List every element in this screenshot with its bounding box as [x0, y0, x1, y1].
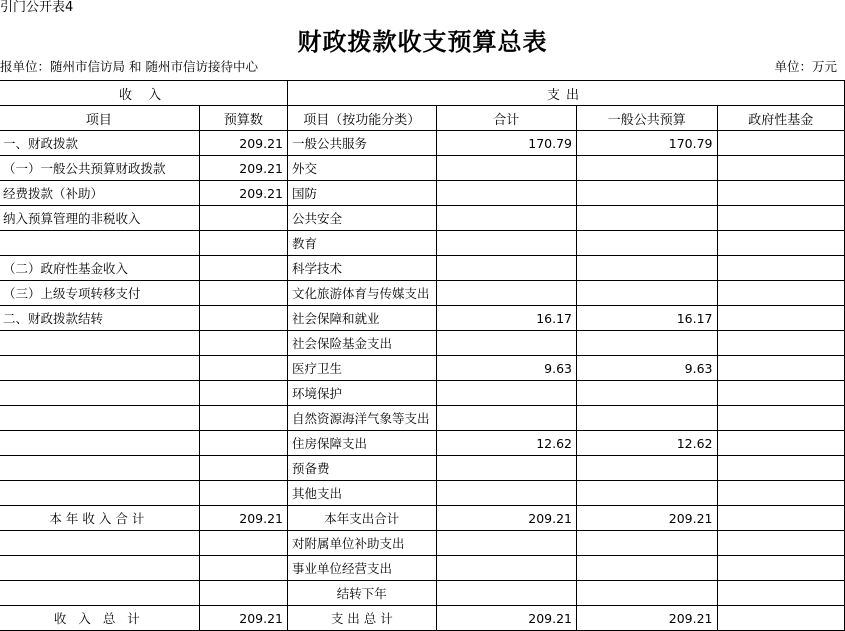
table-header: [0, 81, 845, 131]
cell-expenditure-total: [436, 256, 576, 281]
cell-income-budget: 209.21: [199, 131, 287, 156]
cell-income-item: [0, 556, 199, 581]
cell-expenditure-item: 社会保险基金支出: [288, 331, 437, 356]
cell-expenditure-general-budget: [577, 231, 717, 256]
cell-income-item: （一）一般公共预算财政拨款: [0, 156, 199, 181]
cell-expenditure-government-fund: [717, 431, 845, 456]
cell-expenditure-item: 教育: [288, 231, 437, 256]
table-row: [0, 306, 845, 331]
table-row: [0, 281, 845, 306]
cell-expenditure-item: 预备费: [288, 456, 437, 481]
cell-expenditure-total: 209.21: [436, 506, 576, 531]
table-row: [0, 531, 845, 556]
cell-expenditure-total: [436, 456, 576, 481]
cell-income-item: [0, 231, 199, 256]
cell-expenditure-general-budget: 9.63: [577, 356, 717, 381]
cell-expenditure-total: [436, 156, 576, 181]
cell-expenditure-government-fund: [717, 581, 845, 606]
cell-income-item: 本年收入合计: [0, 506, 199, 531]
cell-income-item: [0, 356, 199, 381]
cell-expenditure-government-fund: [717, 606, 845, 631]
cell-income-budget: [199, 456, 287, 481]
table-row: [0, 481, 845, 506]
col-exp-item: 项目（按功能分类）: [288, 106, 437, 131]
cell-expenditure-government-fund: [717, 531, 845, 556]
cell-expenditure-total: 209.21: [436, 606, 576, 631]
cell-expenditure-item: 一般公共服务: [288, 131, 437, 156]
cell-expenditure-total: [436, 406, 576, 431]
cell-expenditure-government-fund: [717, 306, 845, 331]
table-row: [0, 256, 845, 281]
cell-expenditure-item: 国防: [288, 181, 437, 206]
cell-expenditure-government-fund: [717, 356, 845, 381]
cell-income-item: 二、财政拨款结转: [0, 306, 199, 331]
cell-income-budget: [199, 481, 287, 506]
cell-expenditure-government-fund: [717, 556, 845, 581]
table-row: [0, 206, 845, 231]
cell-income-budget: [199, 231, 287, 256]
cell-expenditure-total: [436, 581, 576, 606]
cell-expenditure-general-budget: [577, 581, 717, 606]
unit-of-measure-label: 单位：万元: [774, 59, 837, 74]
cell-income-budget: [199, 431, 287, 456]
cell-expenditure-government-fund: [717, 231, 845, 256]
cell-expenditure-item: 社会保障和就业: [288, 306, 437, 331]
table-row: [0, 181, 845, 206]
cell-expenditure-general-budget: [577, 281, 717, 306]
cell-expenditure-general-budget: 209.21: [577, 606, 717, 631]
cell-income-budget: [199, 306, 287, 331]
cell-expenditure-general-budget: [577, 381, 717, 406]
cell-income-budget: [199, 531, 287, 556]
cell-expenditure-general-budget: [577, 206, 717, 231]
form-code-label: 引门公开表4: [0, 0, 74, 15]
cell-income-item: [0, 406, 199, 431]
cell-expenditure-government-fund: [717, 281, 845, 306]
table-row: [0, 356, 845, 381]
cell-expenditure-item: 结转下年: [288, 581, 437, 606]
cell-expenditure-total: [436, 281, 576, 306]
cell-expenditure-government-fund: [717, 331, 845, 356]
table-row: [0, 331, 845, 356]
cell-income-item: [0, 581, 199, 606]
cell-expenditure-total: 12.62: [436, 431, 576, 456]
cell-income-item: 一、财政拨款: [0, 131, 199, 156]
cell-expenditure-item: 医疗卫生: [288, 356, 437, 381]
table-row: [0, 606, 845, 631]
table-row: [0, 581, 845, 606]
cell-expenditure-total: 170.79: [436, 131, 576, 156]
cell-expenditure-general-budget: [577, 256, 717, 281]
cell-income-item: 收 入 总 计: [0, 606, 199, 631]
table-row: [0, 456, 845, 481]
table-row: [0, 381, 845, 406]
cell-expenditure-item: 支 出 总 计: [288, 606, 437, 631]
cell-expenditure-government-fund: [717, 156, 845, 181]
cell-expenditure-item: 科学技术: [288, 256, 437, 281]
cell-expenditure-item: 住房保障支出: [288, 431, 437, 456]
cell-expenditure-government-fund: [717, 506, 845, 531]
cell-expenditure-total: [436, 181, 576, 206]
col-exp-general: 一般公共预算: [577, 106, 717, 131]
meta-row: [0, 57, 845, 73]
cell-income-budget: [199, 556, 287, 581]
cell-income-budget: [199, 406, 287, 431]
cell-income-item: 纳入预算管理的非税收入: [0, 206, 199, 231]
cell-income-item: [0, 431, 199, 456]
page-title: 财政拨款收支预算总表: [297, 28, 548, 56]
cell-income-budget: [199, 206, 287, 231]
cell-income-budget: 209.21: [199, 156, 287, 181]
cell-income-budget: [199, 256, 287, 281]
cell-expenditure-total: [436, 556, 576, 581]
cell-income-budget: 209.21: [199, 506, 287, 531]
cell-expenditure-item: 对附属单位补助支出: [288, 531, 437, 556]
cell-expenditure-general-budget: [577, 406, 717, 431]
col-income-budget: 预算数: [199, 106, 287, 131]
cell-expenditure-general-budget: 16.17: [577, 306, 717, 331]
cell-expenditure-total: 9.63: [436, 356, 576, 381]
cell-income-item: [0, 481, 199, 506]
cell-expenditure-total: [436, 331, 576, 356]
cell-expenditure-general-budget: [577, 156, 717, 181]
cell-income-item: （三）上级专项转移支付: [0, 281, 199, 306]
income-group-header: 收 入: [0, 81, 288, 106]
cell-expenditure-item: 环境保护: [288, 381, 437, 406]
cell-income-item: [0, 331, 199, 356]
expenditure-group-header: 支出: [288, 81, 845, 106]
cell-income-budget: [199, 331, 287, 356]
cell-income-item: [0, 531, 199, 556]
cell-expenditure-item: 自然资源海洋气象等支出: [288, 406, 437, 431]
cell-expenditure-general-budget: [577, 331, 717, 356]
col-exp-total: 合计: [436, 106, 576, 131]
cell-expenditure-general-budget: [577, 456, 717, 481]
cell-income-budget: [199, 281, 287, 306]
table-row: [0, 131, 845, 156]
table-row: [0, 506, 845, 531]
table-row: [0, 556, 845, 581]
budget-table: [0, 80, 845, 631]
cell-expenditure-item: 文化旅游体育与传媒支出: [288, 281, 437, 306]
cell-expenditure-government-fund: [717, 256, 845, 281]
cell-expenditure-general-budget: 170.79: [577, 131, 717, 156]
cell-expenditure-total: [436, 231, 576, 256]
cell-expenditure-item: 其他支出: [288, 481, 437, 506]
cell-income-item: 经费拨款（补助）: [0, 181, 199, 206]
cell-expenditure-total: [436, 206, 576, 231]
cell-expenditure-total: [436, 381, 576, 406]
cell-expenditure-general-budget: [577, 481, 717, 506]
cell-expenditure-general-budget: 12.62: [577, 431, 717, 456]
table-row: [0, 431, 845, 456]
cell-expenditure-item: 本年支出合计: [288, 506, 437, 531]
col-income-item: 项目: [0, 106, 199, 131]
cell-expenditure-general-budget: [577, 556, 717, 581]
table-group-header-row: [0, 81, 845, 106]
cell-expenditure-total: [436, 531, 576, 556]
cell-expenditure-general-budget: [577, 531, 717, 556]
cell-expenditure-government-fund: [717, 481, 845, 506]
cell-expenditure-government-fund: [717, 456, 845, 481]
cell-expenditure-total: [436, 481, 576, 506]
cell-expenditure-item: 外交: [288, 156, 437, 181]
cell-expenditure-item: 公共安全: [288, 206, 437, 231]
col-exp-fund: 政府性基金: [717, 106, 845, 131]
cell-expenditure-general-budget: [577, 181, 717, 206]
table-row: [0, 156, 845, 181]
table-row: [0, 406, 845, 431]
cell-expenditure-item: 事业单位经营支出: [288, 556, 437, 581]
table-column-header-row: [0, 106, 845, 131]
cell-expenditure-total: 16.17: [436, 306, 576, 331]
cell-expenditure-government-fund: [717, 131, 845, 156]
cell-expenditure-government-fund: [717, 406, 845, 431]
cell-income-budget: [199, 581, 287, 606]
reporting-unit-label: 报单位：随州市信访局 和 随州市信访接待中心: [0, 59, 258, 74]
cell-expenditure-government-fund: [717, 381, 845, 406]
cell-income-budget: 209.21: [199, 181, 287, 206]
cell-income-item: [0, 456, 199, 481]
cell-income-item: [0, 381, 199, 406]
cell-expenditure-government-fund: [717, 206, 845, 231]
table-row: [0, 231, 845, 256]
cell-income-item: （二）政府性基金收入: [0, 256, 199, 281]
cell-expenditure-government-fund: [717, 181, 845, 206]
cell-income-budget: [199, 356, 287, 381]
cell-expenditure-general-budget: 209.21: [577, 506, 717, 531]
cell-income-budget: 209.21: [199, 606, 287, 631]
cell-income-budget: [199, 381, 287, 406]
table-body: [0, 131, 845, 631]
